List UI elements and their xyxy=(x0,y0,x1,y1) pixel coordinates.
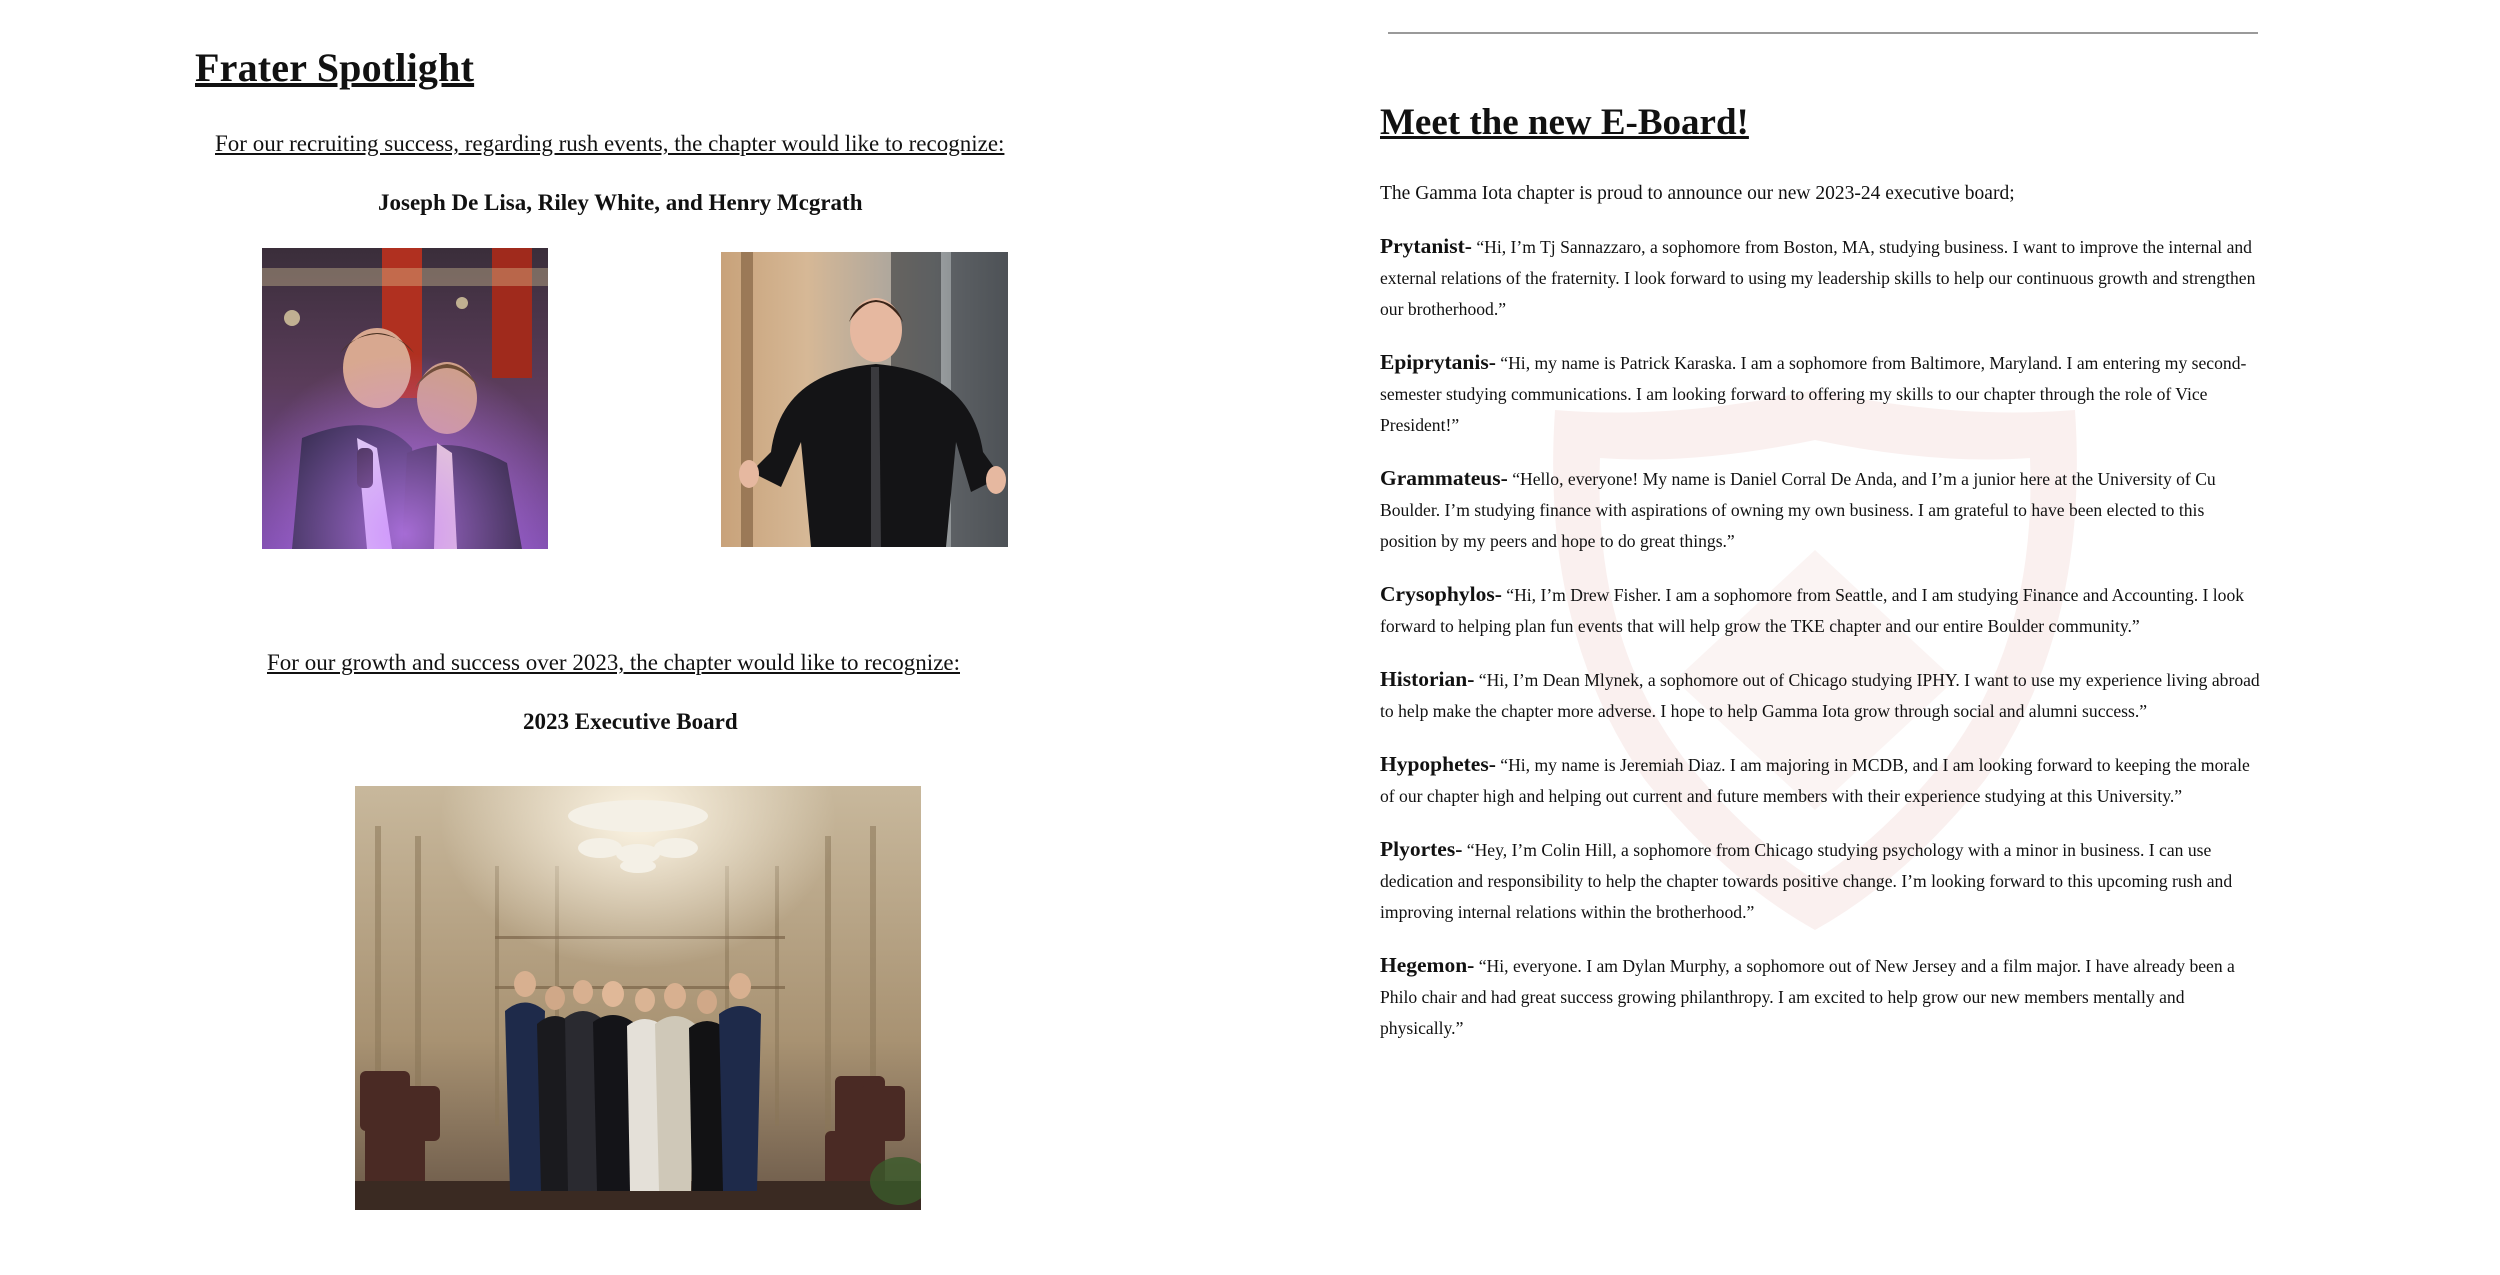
member-quote: “Hey, I’m Colin Hill, a sophomore from Chicago studying psychology with a minor in business. I can use dedication and responsibility to help the chapter towards positive change. I’m looking forward to this upcoming rush and improving internal relations within the brotherhood.” xyxy=(1380,840,2233,922)
member-quote: “Hello, everyone! My name is Daniel Corral De Anda, and I’m a junior here at the University of Cu Boulder. I’m studying finance with aspirations of owning my own business. I am grateful to have been elected to this position by my peers and hope to do great things.” xyxy=(1380,469,2216,551)
photo-brother-in-black-jacket xyxy=(721,252,1008,547)
member-role: Epiprytanis- xyxy=(1380,350,1496,374)
member-entry-prytanist xyxy=(1380,231,2260,325)
member-entry-epiprytanis xyxy=(1380,347,2260,441)
member-role: Hypophetes- xyxy=(1380,752,1496,776)
spotlight-title: Frater Spotlight xyxy=(195,45,475,90)
member-role: Grammateus- xyxy=(1380,466,1508,490)
member-quote: “Hi, I’m Drew Fisher. I am a sophomore from Seattle, and I am studying Finance and Accounting. I look forward to helping plan fun events that will help grow the TKE chapter and our entire Boulder community.” xyxy=(1380,585,2245,636)
member-role: Crysophylos- xyxy=(1380,582,1502,606)
member-quote: “Hi, I’m Tj Sannazzaro, a sophomore from Boston, MA, studying business. I want to improve the internal and external relations of the fraternity. I look forward to using my leadership skills to help our continuous growth and strengthen our brotherhood.” xyxy=(1380,237,2256,319)
member-role: Prytanist- xyxy=(1380,234,1472,258)
eboard-title: Meet the new E-Board! xyxy=(1380,102,1749,143)
recruiting-names: Joseph De Lisa, Riley White, and Henry Mcgrath xyxy=(378,190,863,215)
eboard-member-list xyxy=(1380,231,2260,1066)
member-entry-plyortes xyxy=(1380,834,2260,928)
member-entry-crysophylos xyxy=(1380,579,2260,642)
member-quote: “Hi, my name is Jeremiah Diaz. I am majoring in MCDB, and I am looking forward to keeping the morale of our chapter high and helping out current and future members with their experience studying at this University.” xyxy=(1380,755,2250,806)
member-role: Hegemon- xyxy=(1380,953,1475,977)
photo-2023-executive-board-group xyxy=(355,786,921,1210)
member-role: Plyortes- xyxy=(1380,837,1463,861)
growth-intro: For our growth and success over 2023, the chapter would like to recognize: xyxy=(267,650,960,675)
photo-two-brothers-at-event xyxy=(262,248,548,549)
member-entry-hegemon xyxy=(1380,950,2260,1044)
recruiting-intro: For our recruiting success, regarding rush events, the chapter would like to recognize: xyxy=(215,131,1005,156)
growth-names: 2023 Executive Board xyxy=(523,709,738,734)
member-quote: “Hi, everyone. I am Dylan Murphy, a sophomore out of New Jersey and a film major. I have already been a Philo chair and had great success growing philanthropy. I am excited to help grow our new members mentally and physically.” xyxy=(1380,956,2235,1038)
top-divider-rule xyxy=(1388,32,2258,34)
member-quote: “Hi, I’m Dean Mlynek, a sophomore out of Chicago studying IPHY. I want to use my experience living abroad to help make the chapter more adverse. I hope to help Gamma Iota grow through social and alumni success.” xyxy=(1380,670,2260,721)
eboard-announcement: The Gamma Iota chapter is proud to announce our new 2023-24 executive board; xyxy=(1380,183,2015,204)
member-role: Historian- xyxy=(1380,667,1475,691)
member-entry-historian xyxy=(1380,664,2260,727)
member-quote: “Hi, my name is Patrick Karaska. I am a sophomore from Baltimore, Maryland. I am entering my second-semester studying communications. I am looking forward to offering my skills to our chapter through the role of Vice President!” xyxy=(1380,353,2247,435)
member-entry-hypophetes xyxy=(1380,749,2260,812)
member-entry-grammateus xyxy=(1380,463,2260,557)
